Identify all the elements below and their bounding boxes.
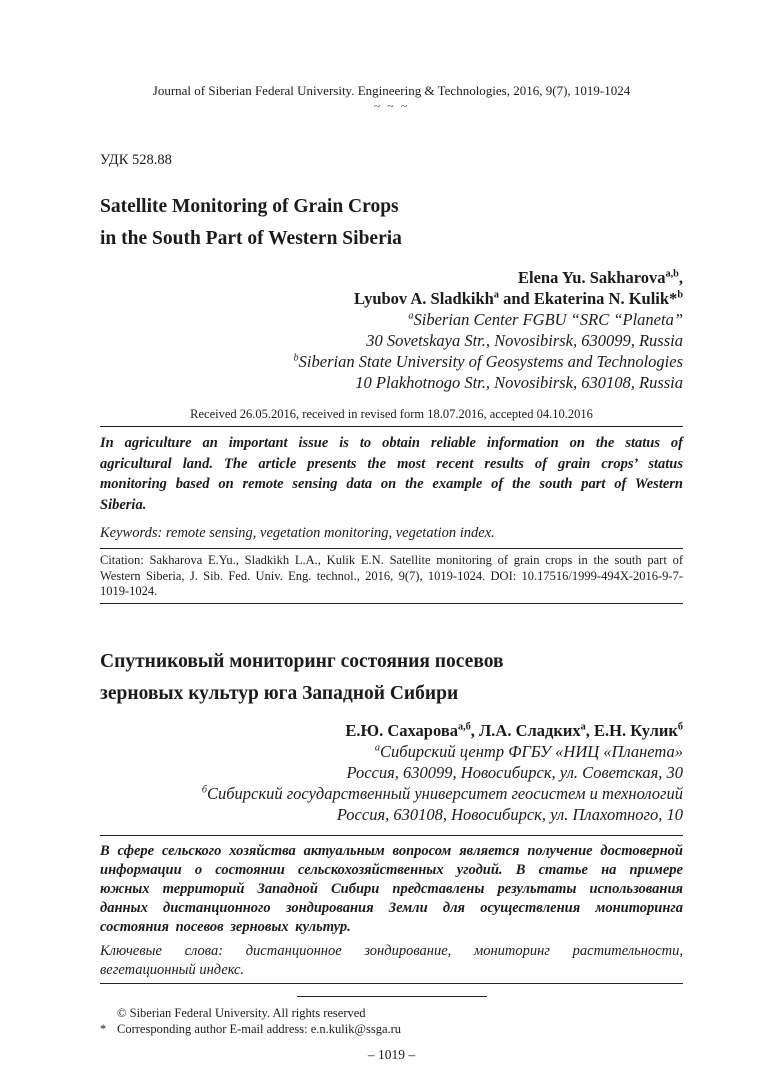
affil-marker: а [374, 742, 381, 753]
author-affil-marker: a [493, 289, 499, 301]
footnote-marker [100, 1005, 117, 1021]
author-name: Elena Yu. Sakharova [518, 268, 666, 287]
abstract-en: In agriculture an important issue is to obtain reliable information on the status of agricultural land. The article presents the most recent results of grain crops’ status monitoring based on remote sensing data on the example of the south part of Western Siberia. [100, 435, 683, 513]
corresponding-author-note: * Corresponding author E-mail address: e.n.kulik@ssga.ru [100, 1021, 402, 1036]
divider-rule [100, 548, 683, 549]
divider-rule [100, 603, 683, 604]
affil-marker: b [293, 352, 299, 364]
journal-header: Journal of Siberian Federal University. Engineering & Technologies, 2016, 9(7), 1019-1024 [152, 83, 631, 98]
affiliation-line-ru: $^б$Сибирский государственный университет геосистем и технологий [201, 783, 683, 803]
asterisk-marker: * [100, 1021, 107, 1036]
author-affil-marker: а,б [457, 721, 471, 732]
keywords-ru: Ключевые слова: дистанционное зондирование, мониторинг растительности, вегетационный индекс. [100, 942, 683, 978]
author-name: Е.Н. Кулик [594, 720, 678, 740]
affil-marker: a [408, 310, 414, 322]
copyright-note: © Siberian Federal University. All rights reserved [100, 1005, 683, 1021]
affiliation-line-ru: $^а$Сибирский центр ФГБУ «НИЦ «Планета» [374, 741, 683, 761]
title-en-line2: in the South Part of Western Siberia [100, 228, 402, 249]
author-name: Е.Ю. Сахарова [345, 720, 458, 740]
author-name: and Ekaterina N. Kulik* [498, 289, 678, 308]
footnote-separator [297, 996, 487, 997]
page-number: – 1019 – [367, 1046, 416, 1062]
author-line-1-en: Elena Yu. Sakharova$^{a,b}$, [518, 268, 683, 287]
affiliation-line: 10 Plakhotnogo Str., Novosibirsk, 630108, Russia [355, 373, 683, 392]
ornament-tildes: ~ ~ ~ [373, 99, 410, 113]
article-title-en [100, 191, 683, 255]
abstract-ru: В сфере сельского хозяйства актуальным вопросом является получение достоверной информации о состоянии сельскохозяйственных угодий. В статье на примере южных территорий Западной Сибири представлены результаты использования данных дистанционного зондирования Земли для осуществления мониторинга состояния посевов зерновых культур. [100, 842, 683, 935]
author-affil-marker: а [580, 721, 586, 732]
received-dates: Received 26.05.2016, received in revised form 18.07.2016, accepted 04.10.2016 [190, 407, 593, 421]
author-line-2-en [100, 288, 683, 309]
affiliation-line: $^b$Siberian State University of Geosystems and Technologies [293, 352, 683, 371]
title-en-line1: Satellite Monitoring of Grain Crops [100, 196, 399, 217]
author-name: Lyubov A. Sladkikh [353, 289, 494, 308]
title-ru-line2: зерновых культур юга Западной Сибири [100, 682, 459, 704]
authors-block-ru [100, 720, 683, 825]
divider-rule [100, 835, 683, 836]
author-affil-marker: b [677, 289, 683, 301]
udc-code: УДК 528.88 [100, 152, 172, 168]
author-line-ru: Е.Ю. Сахарова$^{а,б}$, Л.А. Сладких$^а$, Е.Н. Кулик$^б$ [345, 720, 683, 740]
author-affil-marker: б [677, 721, 683, 732]
affil-marker: б [201, 784, 207, 795]
divider-rule [100, 426, 683, 427]
affiliation-line-ru: Россия, 630108, Новосибирск, ул. Плахотного, 10 [336, 804, 683, 824]
keywords-en: Keywords: remote sensing, vegetation monitoring, vegetation index. [100, 525, 495, 541]
citation-note: Citation: Sakharova E.Yu., Sladkikh L.A., Kulik E.N. Satellite monitoring of grain crops in the south part of Western Siberia, J. Sib. Fed. Univ. Eng. technol., 2016, 9(7), 1019-1024. DOI: 10.17516/1999-494X-2016-9-7-1019-1024. [100, 553, 683, 598]
authors-block-en [100, 267, 683, 393]
affiliation-line-ru: Россия, 630099, Новосибирск, ул. Советская, 30 [346, 762, 683, 782]
author-name: Л.А. Сладких [479, 720, 581, 740]
title-ru-line1: Спутниковый мониторинг состояния посевов [100, 650, 504, 672]
affiliation-line: $^a$Siberian Center FGBU “SRC “Planeta” [408, 310, 683, 329]
affiliation-line: 30 Sovetskaya Str., Novosibirsk, 630099, Russia [366, 331, 683, 350]
divider-rule [100, 983, 683, 984]
author-affil-marker: a,b [665, 268, 679, 280]
footnotes [100, 1005, 683, 1037]
article-title-ru [100, 646, 683, 710]
